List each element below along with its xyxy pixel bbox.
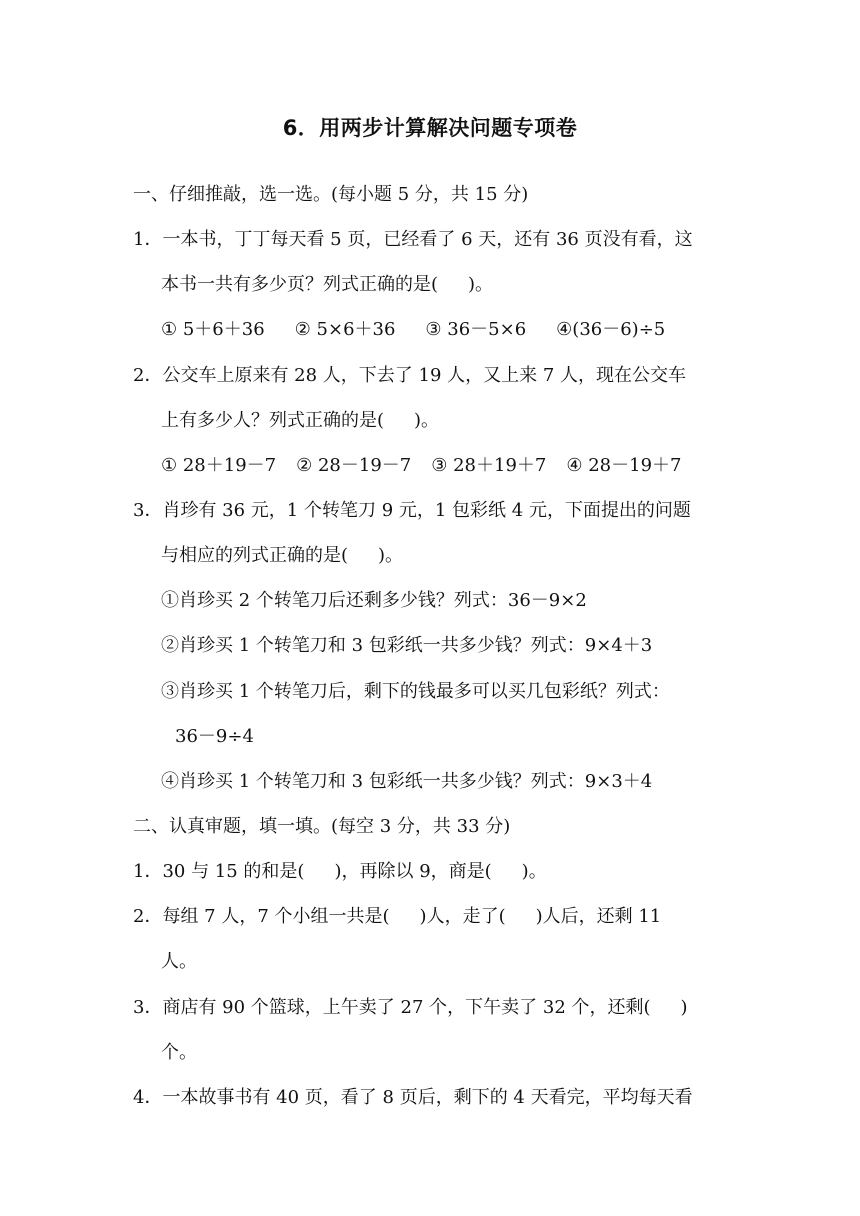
question-number: 1． xyxy=(133,861,163,882)
s1-q2-line1 xyxy=(133,364,686,388)
s1-q1-options xyxy=(161,318,665,342)
s2-q2-line2: 人。 xyxy=(161,951,197,972)
s2-q3-line1 xyxy=(133,996,688,1020)
option-2[interactable]: ② 5×6＋36 xyxy=(294,319,396,340)
section1-heading: 一、仔细推敲，选一选。(每小题 5 分，共 15 分) xyxy=(133,184,529,205)
option-3[interactable]: ③ 36－5×6 xyxy=(425,319,527,340)
question-number: 2． xyxy=(133,906,163,927)
question-text: ) xyxy=(680,997,688,1018)
question-text: )。 xyxy=(378,545,404,566)
question-text: 与相应的列式正确的是( xyxy=(161,545,349,566)
question-text: 一本书，丁丁每天看 5 页，已经看了 6 天，还有 36 页没有看，这 xyxy=(162,229,693,250)
question-text: 每组 7 人，7 个小组一共是( xyxy=(162,906,390,927)
s1-q3-line1 xyxy=(133,499,691,523)
question-number: 3． xyxy=(133,997,163,1018)
s1-q1-line2 xyxy=(161,273,493,297)
s1-q1-line1 xyxy=(133,228,693,252)
option-1[interactable]: ① 28＋19－7 xyxy=(161,455,277,476)
question-number: 4． xyxy=(133,1087,163,1108)
s1-q3-line2 xyxy=(161,544,403,568)
option-2[interactable]: ②肖珍买 1 个转笔刀和 3 包彩纸一共多少钱？列式：9×4＋3 xyxy=(161,635,653,656)
s1-q2-line2 xyxy=(161,409,439,433)
question-number: 3． xyxy=(133,500,163,521)
s2-q2-line1 xyxy=(133,905,661,929)
question-text: 商店有 90 个篮球，上午卖了 27 个，下午卖了 32 个，还剩( xyxy=(162,997,651,1018)
question-text: 肖珍有 36 元，1 个转笔刀 9 元，1 包彩纸 4 元，下面提出的问题 xyxy=(162,500,691,521)
option-4[interactable]: ④肖珍买 1 个转笔刀和 3 包彩纸一共多少钱？列式：9×3＋4 xyxy=(161,771,653,792)
option-3[interactable]: ③ 28＋19＋7 xyxy=(431,455,547,476)
option-3-continued: 36－9÷4 xyxy=(175,726,254,747)
question-number: 1． xyxy=(133,229,163,250)
question-text: )人，走了( xyxy=(419,906,506,927)
question-text: 一本故事书有 40 页，看了 8 页后，剩下的 4 天看完，平均每天看 xyxy=(162,1087,693,1108)
s2-q4-line1 xyxy=(133,1086,693,1110)
option-3[interactable]: ③肖珍买 1 个转笔刀后，剩下的钱最多可以买几包彩纸？列式： xyxy=(161,681,670,702)
question-text: )。 xyxy=(521,861,547,882)
option-4[interactable]: ④(36－6)÷5 xyxy=(556,319,666,340)
question-text: 公交车上原来有 28 人，下去了 19 人，又上来 7 人，现在公交车 xyxy=(162,365,687,386)
s2-q1-line1 xyxy=(133,860,547,884)
page-title: 6．用两步计算解决问题专项卷 xyxy=(282,116,578,140)
option-4[interactable]: ④ 28－19＋7 xyxy=(566,455,682,476)
question-text: 上有多少人？列式正确的是( xyxy=(161,410,385,431)
s2-q3-line2: 个。 xyxy=(161,1042,197,1063)
question-text: )。 xyxy=(414,410,440,431)
question-text: )人后，还剩 11 xyxy=(535,906,662,927)
question-number: 2． xyxy=(133,365,163,386)
section2-heading: 二、认真审题，填一填。(每空 3 分，共 33 分) xyxy=(133,816,511,837)
s1-q2-options xyxy=(161,454,682,478)
option-1[interactable]: ① 5＋6＋36 xyxy=(161,319,265,340)
question-text: 30 与 15 的和是( xyxy=(162,861,305,882)
question-text: )。 xyxy=(468,274,494,295)
question-text: 本书一共有多少页？列式正确的是( xyxy=(161,274,439,295)
option-1[interactable]: ①肖珍买 2 个转笔刀后还剩多少钱？列式：36－9×2 xyxy=(161,590,587,611)
option-2[interactable]: ② 28－19－7 xyxy=(296,455,412,476)
question-text: )，再除以 9，商是( xyxy=(334,861,492,882)
